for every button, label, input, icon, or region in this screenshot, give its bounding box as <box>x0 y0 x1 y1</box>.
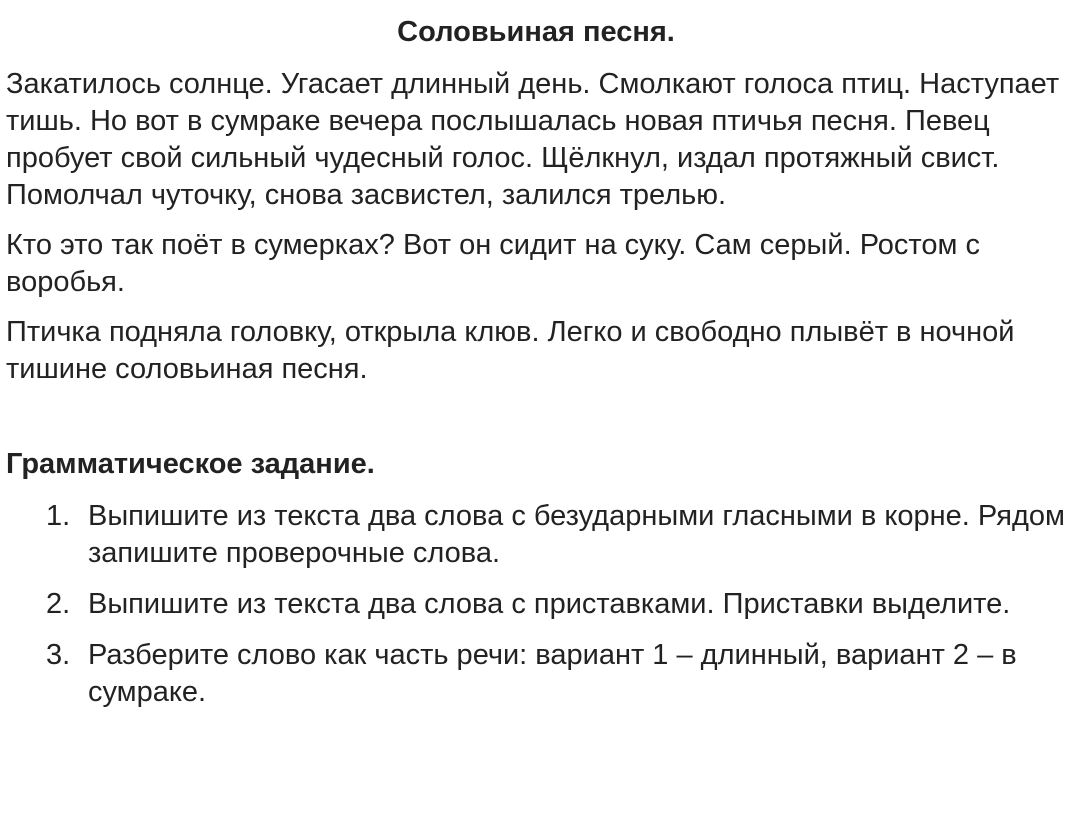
task-text: Выпишите из текста два слова с приставками. Приставки выделите. <box>88 588 1011 620</box>
paragraph-1: Закатилось солнце. Угасает длинный день. Смолкают голоса птиц. Наступает тишь. Но вот в сумраке вечера послышалась новая птичья песня. Певец пробует свой сильный чудесный голос. Щёлкнул, издал протяжный свист. Помолчал чуточку, снова засвистел, залился трелью. <box>6 68 1060 211</box>
task-heading: Грамматическое задание. <box>6 448 375 480</box>
task-text: Выпишите из текста два слова с безударными гласными в корне. Рядом запишите проверочные слова. <box>88 500 1065 569</box>
task-item <box>6 637 1066 711</box>
paragraph-3: Птичка подняла головку, открыла клюв. Легко и свободно плывёт в ночной тишине соловьиная песня. <box>6 316 1015 385</box>
task-list <box>6 498 1066 711</box>
task-text: Разберите слово как часть речи: вариант 1 – длинный, вариант 2 – в сумраке. <box>88 639 1017 708</box>
paragraph-2: Кто это так поёт в сумерках? Вот он сидит на суку. Сам серый. Ростом с воробья. <box>6 229 980 298</box>
task-item <box>6 586 1066 623</box>
task-item <box>6 498 1066 572</box>
task-number: 3. <box>46 639 71 671</box>
task-number: 1. <box>46 500 71 532</box>
document-title: Соловьиная песня. <box>397 16 675 48</box>
task-number: 2. <box>46 588 71 620</box>
